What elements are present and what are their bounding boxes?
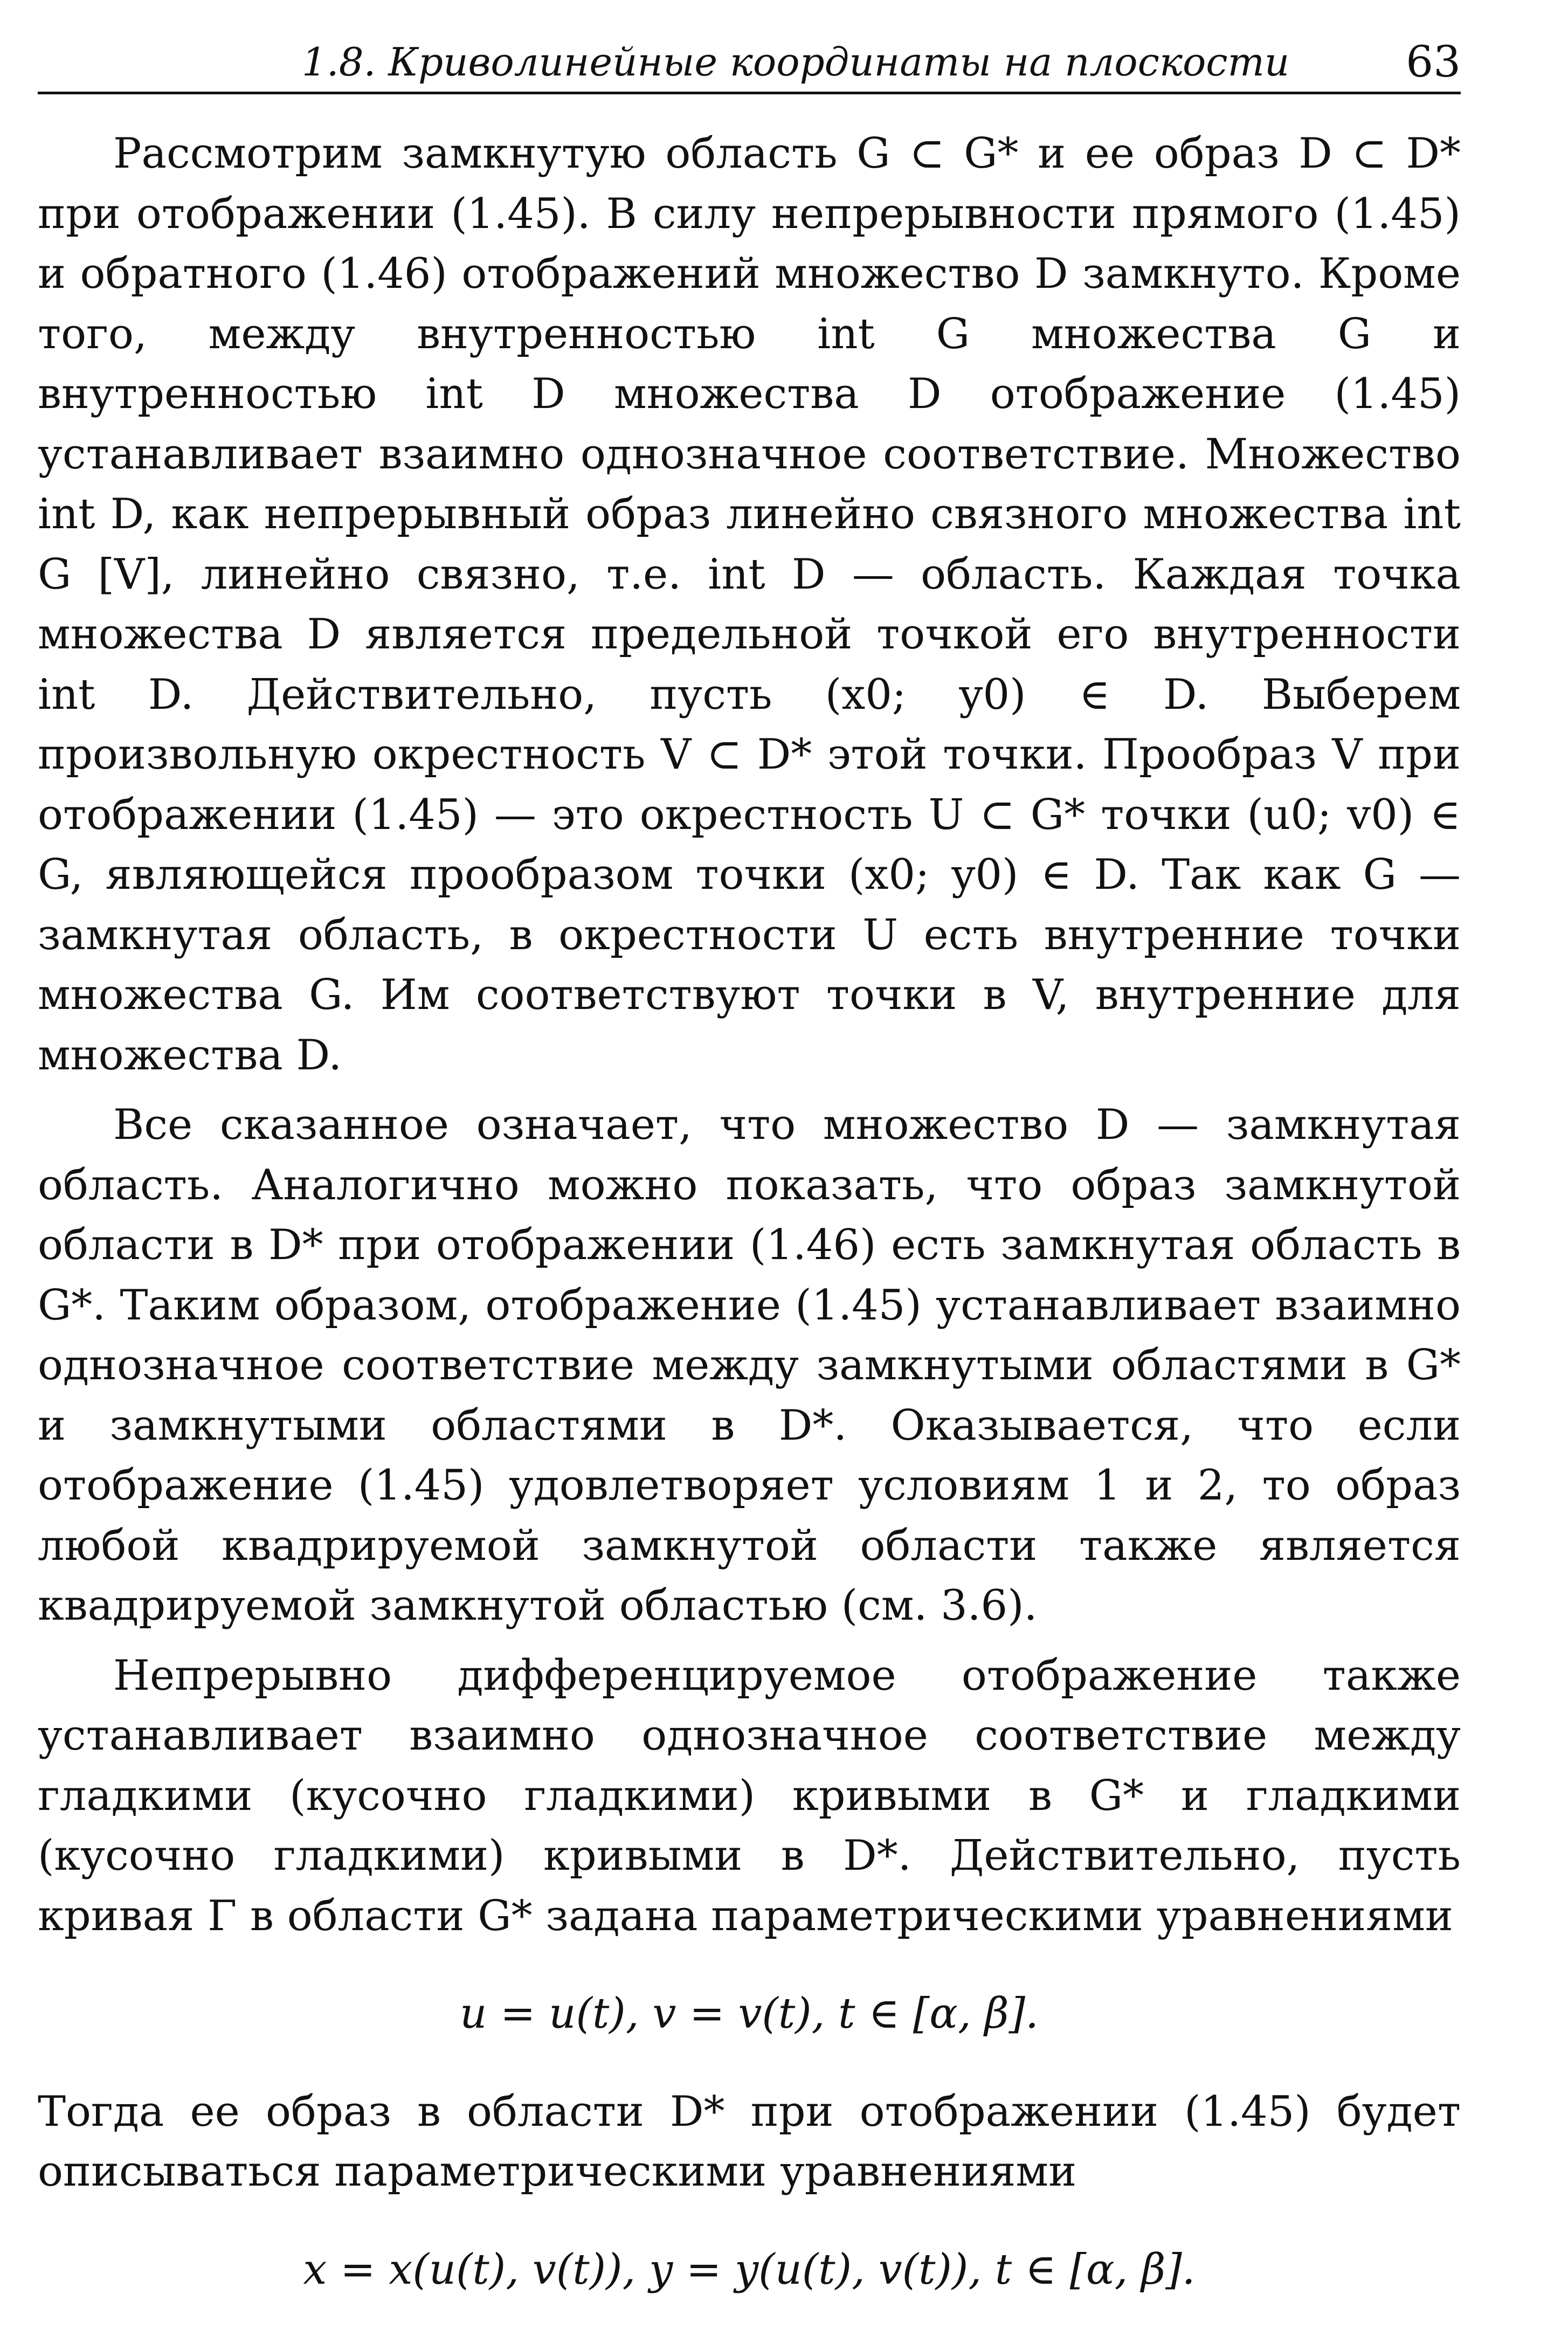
- paragraph-1: Рассмотрим замкнутую область G ⊂ G* и ее образ D ⊂ D* при отображении (1.45). В силу непрерывности прямого (1.45) и обратного (1.46) отображений множество D замкнуто. Кроме того, между внутренностью int G множества G и внутренностью int D множества D отображение (1.45) устанавливает взаимно однозначное соответствие. Множество int D, как непрерывный образ линейно связного множества int G [V], линейно связно, т.е. int D — область. Каждая точка множества D является предельной точкой его внутренности int D. Действительно, пусть (x0; y0) ∈ D. Выберем произвольную окрестность V ⊂ D* этой точки. Прообраз V при отображении (1.45) — это окрестность U ⊂ G* точки (u0; v0) ∈ G, являющейся прообразом точки (x0; y0) ∈ D. Так как G — замкнутая область, в окрестности U есть внутренние точки множества G. Им соответствуют точки в V, внутренние для множества D.: [38, 129, 1461, 1080]
- paragraph-2: Все сказанное означает, что множество D — замкнутая область. Аналогично можно показать, что образ замкнутой области в D* при отображении (1.46) есть замкнутая область в G*. Таким образом, отображение (1.45) устанавливает взаимно однозначное соответствие между замкнутыми областями в G* и замкнутыми областями в D*. Оказывается, что если отображение (1.45) удовлетворяет условиям 1 и 2, то образ любой квадрируемой замкнутой области также является квадрируемой замкнутой областью (см. 3.6).: [38, 1101, 1461, 1630]
- page-header: [38, 30, 1461, 94]
- page-number: 63: [1406, 37, 1461, 87]
- paragraph-3: Непрерывно дифференцируемое отображение также устанавливает взаимно однозначное соответствие между гладкими (кусочно гладкими) кривыми в G* и гладкими (кусочно гладкими) кривыми в D*. Действительно, пусть кривая Γ в области G* задана параметрическими уравнениями: [38, 1651, 1461, 1940]
- body-text: [38, 124, 1461, 2338]
- running-head: 1.8. Криволинейные координаты на плоскости: [302, 39, 1290, 85]
- paragraph-4: Тогда ее образ в области D* при отображении (1.45) будет описываться параметрическими уравнениями: [38, 2087, 1461, 2196]
- formula-curve-image: x = x(u(t), v(t)), y = y(u(t), v(t)), t ∈ [α, β].: [303, 2245, 1196, 2294]
- formula-curve-gamma: u = u(t), v = v(t), t ∈ [α, β].: [460, 1989, 1039, 2038]
